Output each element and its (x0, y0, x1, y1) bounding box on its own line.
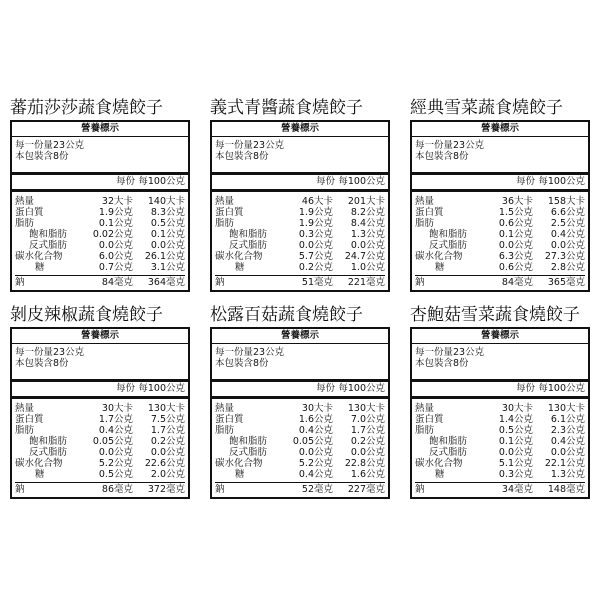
value-per-100g: 148毫克 (547, 484, 585, 495)
value-per-100g: 27.3公克 (544, 251, 585, 262)
nutrition-table (410, 120, 590, 292)
value-per-serving: 34毫克 (501, 484, 533, 495)
nutrition-panel (10, 98, 190, 292)
nutrient-row (215, 414, 385, 425)
value-per-100g: 221毫克 (347, 277, 385, 288)
value-per-serving: 1.5公克 (498, 207, 533, 218)
nutrient-label: 反式脂肪 (29, 240, 68, 251)
nutrition-table (210, 120, 390, 292)
nutrient-label: 蛋白質 (15, 207, 44, 218)
value-per-100g: 1.7公克 (150, 425, 185, 436)
serving-size: 每一份量23公克 (15, 140, 85, 151)
nutrient-label: 蛋白質 (215, 207, 244, 218)
nutrition-panel (10, 305, 190, 499)
value-per-serving: 1.6公克 (298, 414, 333, 425)
value-per-100g: 2.3公克 (550, 425, 585, 436)
value-per-100g: 22.6公克 (144, 458, 185, 469)
nutrient-rows (212, 399, 388, 497)
nutrient-row (415, 447, 585, 458)
value-per-serving: 30大卡 (501, 403, 533, 414)
value-per-serving: 0.6公克 (498, 262, 533, 273)
nutrient-row (215, 436, 385, 447)
nutrient-row (215, 425, 385, 436)
nutrient-row (415, 414, 585, 425)
value-per-100g: 365毫克 (547, 277, 585, 288)
nutrition-table (210, 327, 390, 499)
product-title: 義式青醬蔬食燒餃子 (210, 98, 363, 118)
value-per-100g: 364毫克 (147, 277, 185, 288)
serving-info (212, 137, 388, 172)
nutrient-label: 反式脂肪 (229, 240, 268, 251)
nutrient-row (15, 403, 185, 414)
value-per-serving: 5.2公克 (298, 458, 333, 469)
value-per-serving: 6.3公克 (498, 251, 533, 262)
nutrient-label: 脂肪 (415, 218, 435, 229)
nutrient-label: 脂肪 (415, 425, 435, 436)
nutrient-label: 脂肪 (215, 425, 235, 436)
nutrient-label: 熱量 (415, 403, 435, 414)
col-per-serving: 每份 (315, 383, 335, 394)
value-per-serving: 0.0公克 (298, 447, 333, 458)
nutrient-row (215, 482, 385, 495)
value-per-100g: 0.0公克 (350, 240, 385, 251)
nutrient-row (415, 275, 585, 288)
value-per-serving: 5.2公克 (98, 458, 133, 469)
value-per-100g: 130大卡 (547, 403, 585, 414)
serving-size: 每一份量23公克 (415, 347, 485, 358)
table-header: 營養標示 (12, 122, 188, 137)
nutrient-row (15, 482, 185, 495)
value-per-serving: 30大卡 (301, 403, 333, 414)
value-per-serving: 1.9公克 (98, 207, 133, 218)
value-per-serving: 0.4公克 (298, 469, 333, 480)
value-per-100g: 1.3公克 (350, 229, 385, 240)
nutrient-row (215, 251, 385, 262)
nutrient-row (215, 447, 385, 458)
value-per-serving: 0.4公克 (298, 425, 333, 436)
value-per-serving: 0.05公克 (292, 436, 333, 447)
value-per-serving: 6.0公克 (98, 251, 133, 262)
nutrient-label: 糖 (235, 262, 245, 273)
nutrient-label: 反式脂肪 (429, 447, 468, 458)
value-per-serving: 0.1公克 (498, 436, 533, 447)
nutrient-row (215, 196, 385, 207)
value-per-100g: 0.1公克 (150, 229, 185, 240)
column-headers (12, 172, 188, 192)
value-per-100g: 227毫克 (347, 484, 385, 495)
value-per-serving: 0.0公克 (498, 447, 533, 458)
value-per-100g: 7.0公克 (350, 414, 385, 425)
serving-size: 每一份量23公克 (415, 140, 485, 151)
value-per-100g: 1.7公克 (350, 425, 385, 436)
nutrient-label: 碳水化合物 (415, 251, 463, 262)
value-per-serving: 0.05公克 (92, 436, 133, 447)
value-per-serving: 1.9公克 (298, 207, 333, 218)
nutrient-row (15, 196, 185, 207)
value-per-serving: 0.0公克 (498, 240, 533, 251)
nutrient-row (415, 207, 585, 218)
value-per-serving: 0.3公克 (298, 229, 333, 240)
value-per-serving: 84毫克 (501, 277, 533, 288)
nutrient-rows (212, 192, 388, 290)
nutrient-rows (12, 399, 188, 497)
nutrient-label: 碳水化合物 (15, 251, 63, 262)
value-per-serving: 0.6公克 (498, 218, 533, 229)
nutrition-panel (410, 305, 590, 499)
value-per-100g: 8.3公克 (150, 207, 185, 218)
nutrient-row (215, 262, 385, 273)
value-per-100g: 26.1公克 (144, 251, 185, 262)
nutrient-label: 糖 (435, 262, 445, 273)
nutrient-label: 脂肪 (15, 425, 35, 436)
col-per-100g: 每100公克 (338, 383, 385, 394)
servings-per-package: 本包裝含8份 (15, 358, 69, 369)
nutrient-label: 碳水化合物 (415, 458, 463, 469)
nutrient-label: 鈉 (15, 277, 25, 288)
nutrient-label: 熱量 (415, 196, 435, 207)
nutrient-label: 飽和脂肪 (429, 436, 468, 447)
nutrient-rows (412, 399, 588, 497)
nutrient-row (415, 403, 585, 414)
servings-per-package: 本包裝含8份 (15, 151, 69, 162)
nutrient-label: 鈉 (215, 484, 225, 495)
nutrient-row (15, 207, 185, 218)
value-per-serving: 0.0公克 (98, 240, 133, 251)
servings-per-package: 本包裝含8份 (415, 358, 469, 369)
nutrient-rows (412, 192, 588, 290)
value-per-serving: 0.7公克 (98, 262, 133, 273)
col-per-serving: 每份 (515, 383, 535, 394)
value-per-100g: 0.0公克 (550, 240, 585, 251)
nutrient-row (215, 218, 385, 229)
nutrient-row (415, 251, 585, 262)
nutrition-table (10, 120, 190, 292)
value-per-serving: 30大卡 (101, 403, 133, 414)
value-per-100g: 2.0公克 (150, 469, 185, 480)
value-per-100g: 3.1公克 (150, 262, 185, 273)
nutrient-label: 熱量 (15, 196, 35, 207)
nutrient-label: 碳水化合物 (215, 458, 263, 469)
value-per-serving: 0.5公克 (498, 425, 533, 436)
value-per-100g: 8.2公克 (350, 207, 385, 218)
column-headers (212, 172, 388, 192)
serving-size: 每一份量23公克 (215, 140, 285, 151)
nutrient-label: 熱量 (215, 403, 235, 414)
value-per-100g: 140大卡 (147, 196, 185, 207)
nutrient-label: 碳水化合物 (15, 458, 63, 469)
product-title: 經典雪菜蔬食燒餃子 (410, 98, 563, 118)
serving-size: 每一份量23公克 (15, 347, 85, 358)
nutrient-row (215, 240, 385, 251)
col-per-100g: 每100公克 (538, 176, 585, 187)
nutrient-label: 飽和脂肪 (229, 436, 268, 447)
nutrient-label: 脂肪 (215, 218, 235, 229)
nutrient-label: 飽和脂肪 (29, 436, 68, 447)
value-per-100g: 2.8公克 (550, 262, 585, 273)
value-per-serving: 0.0公克 (98, 447, 133, 458)
value-per-100g: 0.0公克 (150, 240, 185, 251)
nutrient-row (215, 207, 385, 218)
value-per-serving: 5.7公克 (298, 251, 333, 262)
nutrient-row (415, 218, 585, 229)
servings-per-package: 本包裝含8份 (215, 358, 269, 369)
product-title: 蕃茄莎莎蔬食燒餃子 (10, 98, 163, 118)
nutrient-row (215, 458, 385, 469)
value-per-100g: 372毫克 (147, 484, 185, 495)
value-per-100g: 0.2公克 (350, 436, 385, 447)
column-headers (212, 379, 388, 399)
nutrient-label: 鈉 (415, 484, 425, 495)
value-per-100g: 130大卡 (147, 403, 185, 414)
value-per-serving: 1.7公克 (98, 414, 133, 425)
value-per-serving: 46大卡 (301, 196, 333, 207)
value-per-serving: 0.4公克 (98, 425, 133, 436)
col-per-serving: 每份 (315, 176, 335, 187)
value-per-100g: 0.0公克 (550, 447, 585, 458)
value-per-serving: 1.9公克 (298, 218, 333, 229)
col-per-100g: 每100公克 (538, 383, 585, 394)
nutrient-row (215, 229, 385, 240)
value-per-serving: 52毫克 (301, 484, 333, 495)
value-per-serving: 51毫克 (301, 277, 333, 288)
nutrient-label: 反式脂肪 (429, 240, 468, 251)
value-per-serving: 86毫克 (101, 484, 133, 495)
product-title: 剝皮辣椒蔬食燒餃子 (10, 305, 163, 325)
table-header: 營養標示 (412, 329, 588, 344)
nutrient-row (15, 240, 185, 251)
serving-size: 每一份量23公克 (215, 347, 285, 358)
col-per-100g: 每100公克 (138, 383, 185, 394)
column-headers (412, 172, 588, 192)
nutrient-label: 蛋白質 (215, 414, 244, 425)
product-title: 松露百菇蔬食燒餃子 (210, 305, 363, 325)
nutrient-label: 蛋白質 (415, 207, 444, 218)
nutrition-panel (210, 305, 390, 499)
serving-info (212, 344, 388, 379)
nutrient-label: 蛋白質 (415, 414, 444, 425)
nutrient-row (15, 414, 185, 425)
value-per-100g: 0.0公克 (350, 447, 385, 458)
serving-info (412, 344, 588, 379)
table-header: 營養標示 (412, 122, 588, 137)
table-header: 營養標示 (212, 122, 388, 137)
nutrient-row (415, 229, 585, 240)
nutrient-label: 糖 (35, 262, 45, 273)
servings-per-package: 本包裝含8份 (415, 151, 469, 162)
value-per-serving: 84毫克 (101, 277, 133, 288)
value-per-100g: 0.4公克 (550, 229, 585, 240)
nutrient-label: 鈉 (415, 277, 425, 288)
value-per-100g: 7.5公克 (150, 414, 185, 425)
col-per-serving: 每份 (115, 383, 135, 394)
nutrient-row (415, 425, 585, 436)
nutrient-row (415, 196, 585, 207)
value-per-100g: 24.7公克 (344, 251, 385, 262)
col-per-serving: 每份 (515, 176, 535, 187)
nutrient-row (15, 458, 185, 469)
value-per-serving: 0.02公克 (92, 229, 133, 240)
value-per-serving: 1.4公克 (498, 414, 533, 425)
nutrient-row (415, 458, 585, 469)
nutrient-row (215, 469, 385, 480)
nutrient-row (15, 469, 185, 480)
value-per-serving: 0.2公克 (298, 262, 333, 273)
value-per-serving: 36大卡 (501, 196, 533, 207)
nutrition-panel (210, 98, 390, 292)
serving-info (12, 137, 188, 172)
nutrient-label: 飽和脂肪 (429, 229, 468, 240)
nutrient-label: 糖 (35, 469, 45, 480)
nutrient-row (15, 436, 185, 447)
serving-info (12, 344, 188, 379)
value-per-100g: 0.5公克 (150, 218, 185, 229)
value-per-serving: 0.5公克 (98, 469, 133, 480)
nutrient-label: 反式脂肪 (229, 447, 268, 458)
value-per-100g: 22.1公克 (544, 458, 585, 469)
value-per-100g: 1.0公克 (350, 262, 385, 273)
column-headers (412, 379, 588, 399)
nutrient-label: 脂肪 (15, 218, 35, 229)
nutrient-label: 糖 (235, 469, 245, 480)
col-per-100g: 每100公克 (338, 176, 385, 187)
nutrient-row (15, 447, 185, 458)
nutrient-row (15, 251, 185, 262)
nutrient-row (15, 262, 185, 273)
value-per-100g: 8.4公克 (350, 218, 385, 229)
value-per-serving: 0.1公克 (98, 218, 133, 229)
nutrient-row (415, 262, 585, 273)
nutrient-row (215, 403, 385, 414)
value-per-100g: 2.5公克 (550, 218, 585, 229)
value-per-100g: 1.3公克 (550, 469, 585, 480)
col-per-100g: 每100公克 (138, 176, 185, 187)
value-per-serving: 0.3公克 (498, 469, 533, 480)
serving-info (412, 137, 588, 172)
nutrient-row (15, 229, 185, 240)
nutrient-row (415, 469, 585, 480)
nutrition-table (410, 327, 590, 499)
value-per-100g: 0.0公克 (150, 447, 185, 458)
nutrient-row (415, 240, 585, 251)
nutrient-label: 鈉 (215, 277, 225, 288)
value-per-serving: 5.1公克 (498, 458, 533, 469)
col-per-serving: 每份 (115, 176, 135, 187)
value-per-serving: 32大卡 (101, 196, 133, 207)
nutrient-label: 反式脂肪 (29, 447, 68, 458)
servings-per-package: 本包裝含8份 (215, 151, 269, 162)
column-headers (12, 379, 188, 399)
nutrient-label: 飽和脂肪 (29, 229, 68, 240)
nutrient-row (415, 436, 585, 447)
value-per-100g: 6.6公克 (550, 207, 585, 218)
nutrient-rows (12, 192, 188, 290)
value-per-serving: 0.0公克 (298, 240, 333, 251)
value-per-100g: 6.1公克 (550, 414, 585, 425)
value-per-100g: 130大卡 (347, 403, 385, 414)
table-header: 營養標示 (212, 329, 388, 344)
value-per-serving: 0.1公克 (498, 229, 533, 240)
value-per-100g: 201大卡 (347, 196, 385, 207)
nutrient-label: 熱量 (215, 196, 235, 207)
nutrient-row (415, 482, 585, 495)
nutrition-table (10, 327, 190, 499)
nutrient-row (215, 275, 385, 288)
value-per-100g: 158大卡 (547, 196, 585, 207)
table-header: 營養標示 (12, 329, 188, 344)
value-per-100g: 1.6公克 (350, 469, 385, 480)
nutrient-label: 飽和脂肪 (229, 229, 268, 240)
nutrient-row (15, 218, 185, 229)
nutrient-label: 糖 (435, 469, 445, 480)
product-title: 杏鮑菇雪菜蔬食燒餃子 (410, 305, 580, 325)
nutrient-label: 鈉 (15, 484, 25, 495)
nutrient-row (15, 425, 185, 436)
nutrient-row (15, 275, 185, 288)
value-per-100g: 0.2公克 (150, 436, 185, 447)
value-per-100g: 0.4公克 (550, 436, 585, 447)
nutrient-label: 碳水化合物 (215, 251, 263, 262)
value-per-100g: 22.8公克 (344, 458, 385, 469)
nutrition-panel (410, 98, 590, 292)
nutrient-label: 熱量 (15, 403, 35, 414)
nutrient-label: 蛋白質 (15, 414, 44, 425)
